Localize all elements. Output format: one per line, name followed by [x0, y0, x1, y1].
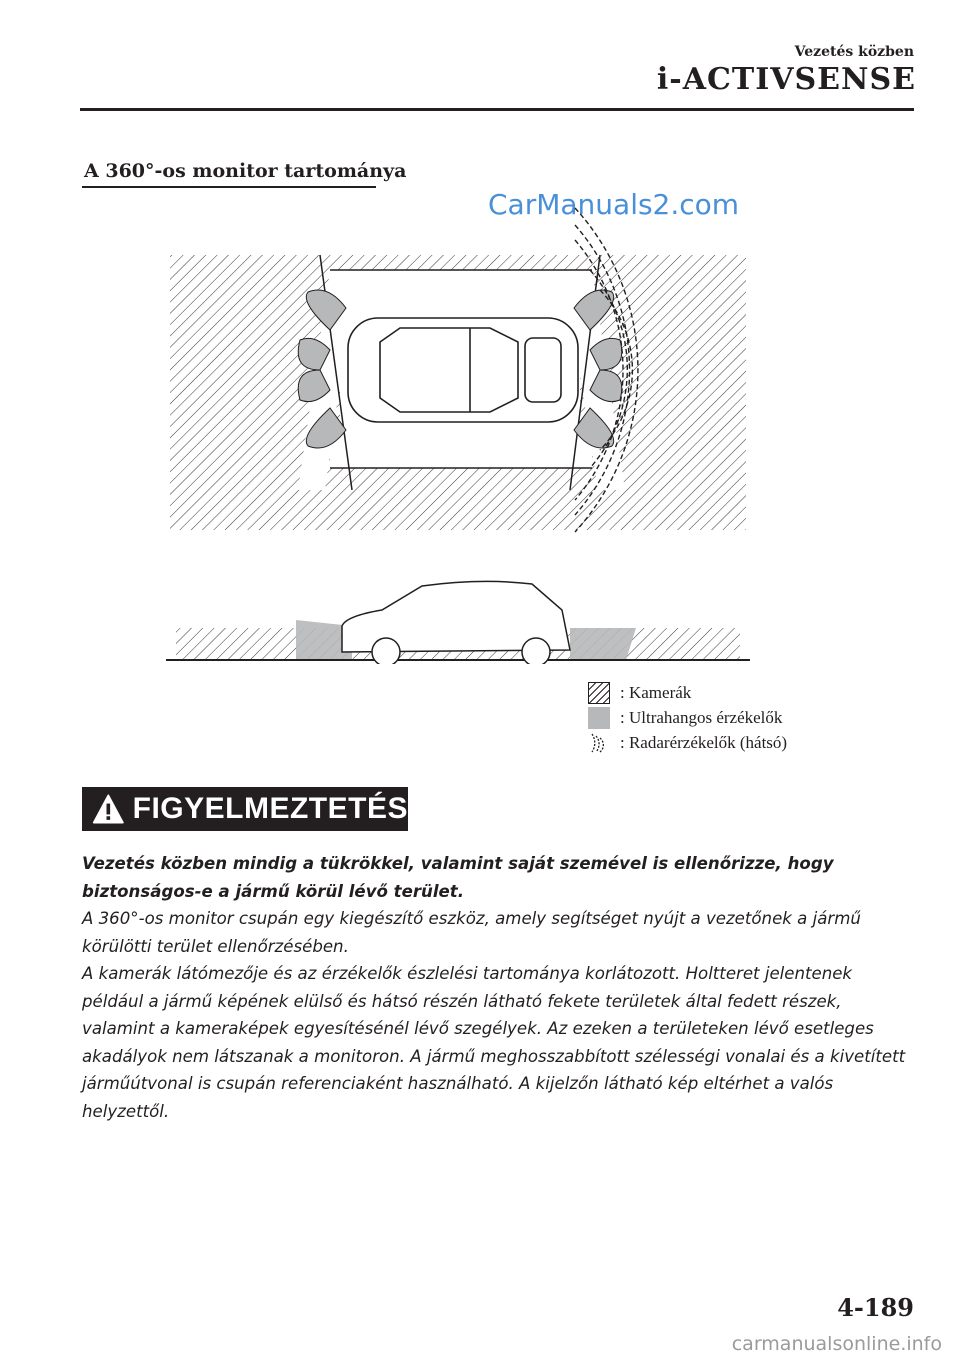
warning-banner [82, 787, 408, 831]
watermark: CarManuals2.com [488, 188, 740, 221]
page-number: 4-189 [837, 1293, 914, 1322]
top-view-diagram [170, 200, 760, 540]
warning-body [82, 850, 918, 1125]
legend-item-ultrasonic: : Ultrahangos érzékelők [588, 707, 782, 729]
warning-triangle-icon [92, 792, 125, 826]
side-view-diagram [166, 574, 750, 664]
warning-title: FIGYELMEZTETÉS [132, 792, 408, 825]
warning-lead: Vezetés közben mindig a tükrökkel, valamint saját szemével is ellenőrizze, hogy biztonságos-e a jármű körül lévő terület. [82, 854, 834, 901]
chapter-title: Vezetés közben [794, 44, 914, 60]
warning-paragraph-2: A kamerák látómezője és az érzékelők észlelési tartománya korlátozott. Holtteret jelentenek például a jármű képének elülső és hátsó részén látható fekete területek által fedett részek, valamint a kameraképek egyesítésénél lévő szegélyek. Az ezeken a területeken lévő esetleges akadályok nem látszanak a monitoron. A jármű meghosszabbított szélességi vonalai és a kivetített járműútvonal is csupán referenciaként használható. A kijelzőn látható kép eltérhet a valós helyzettől. [82, 964, 906, 1121]
radar-dots-icon [588, 732, 610, 754]
header-rule [80, 108, 914, 111]
car-top-view [348, 318, 578, 422]
subsection-underline [82, 186, 376, 188]
subsection-title: A 360°-os monitor tartománya [84, 160, 407, 182]
hatch-pattern-icon [588, 682, 610, 704]
legend-item-cameras: : Kamerák [588, 682, 691, 704]
legend-item-radar: : Radarérzékelők (hátsó) [588, 732, 787, 754]
section-title: i-ACTIVSENSE [656, 62, 916, 97]
gray-fill-icon [588, 707, 610, 729]
car-side-view [342, 581, 570, 664]
warning-paragraph-1: A 360°-os monitor csupán egy kiegészítő eszköz, amely segítséget nyújt a vezetőnek a jármű körülötti terület ellenőrzésében. [82, 909, 861, 956]
footer-watermark: carmanualsonline.info [731, 1333, 942, 1355]
